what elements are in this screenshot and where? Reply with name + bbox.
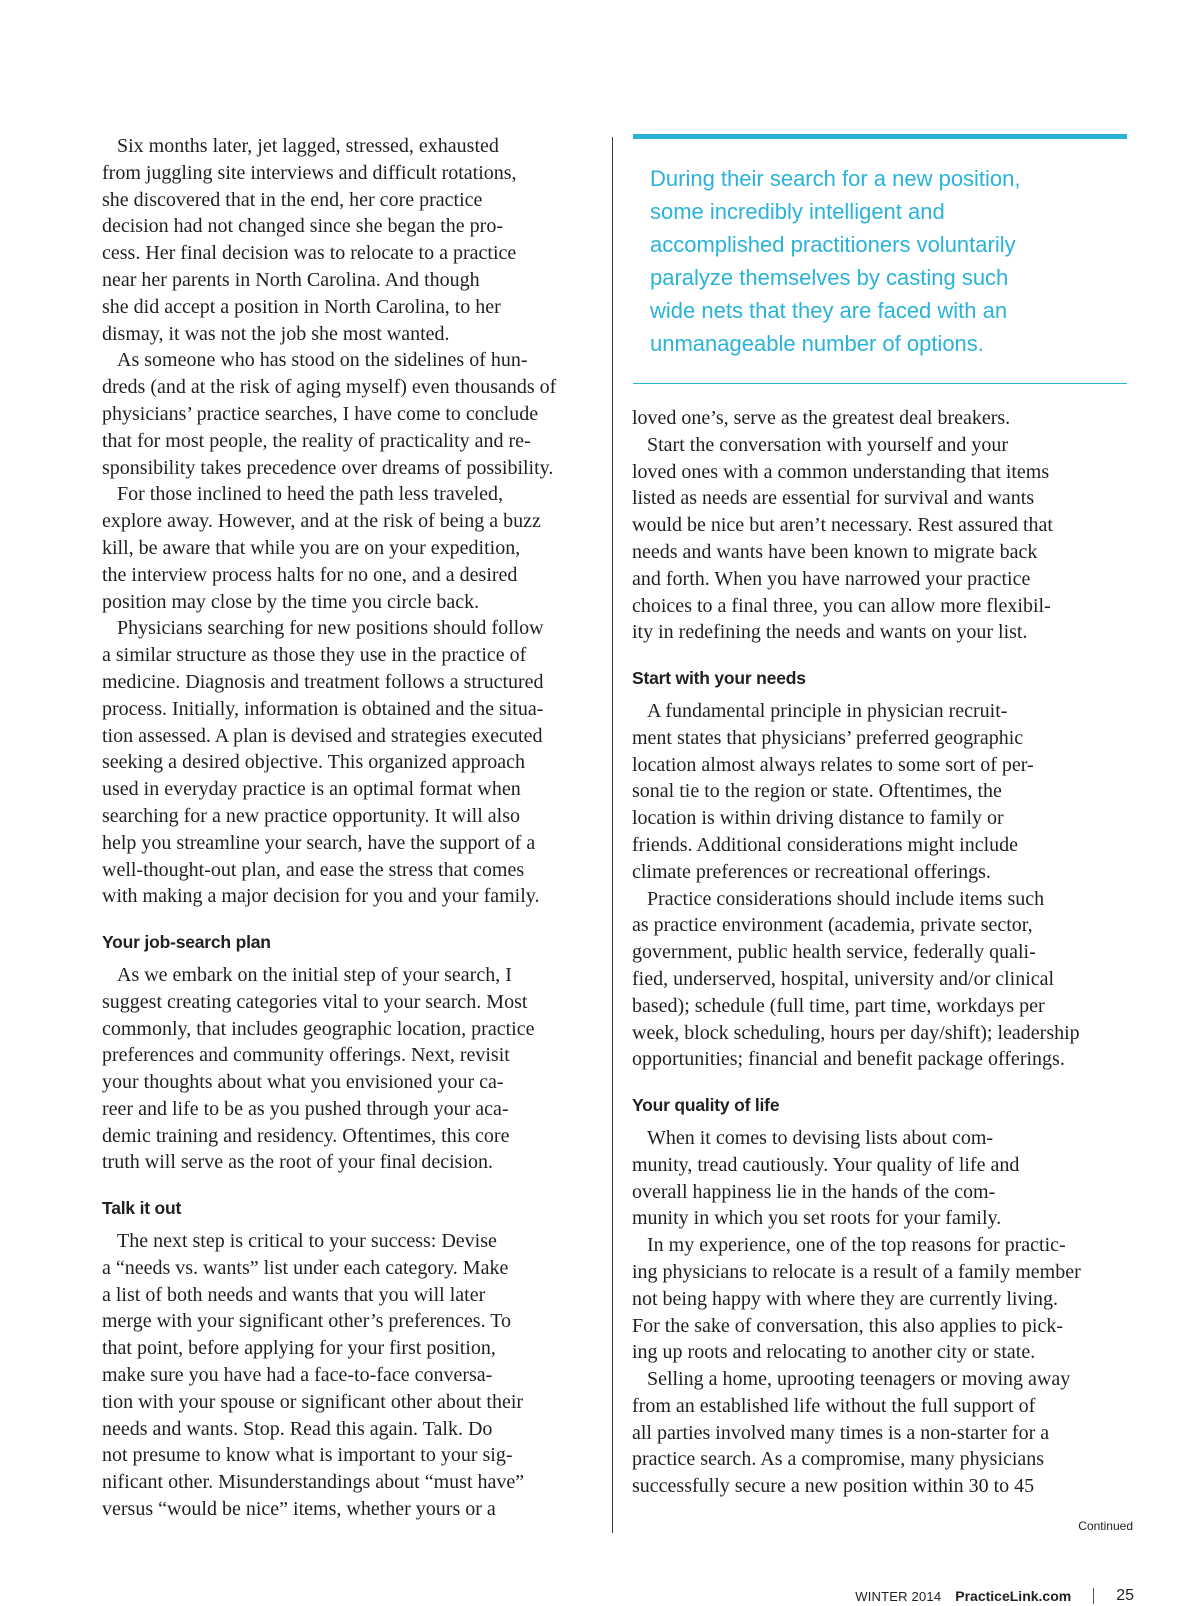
text-line: physicians’ practice searches, I have come to conclude [102,402,539,425]
text-line: location is within driving distance to family or [632,807,1004,830]
text-line: seeking a desired objective. This organized approach [102,751,525,774]
text-line: help you streamline your search, have the support of a [102,831,536,854]
text-line: When it comes to devising lists about com- [647,1126,994,1149]
text-line: munity, tread cautiously. Your quality of life and [632,1153,1020,1176]
section-heading: Talk it out [102,1198,182,1219]
text-line: not presume to know what is important to your sig- [102,1444,513,1467]
text-line: Start the conversation with yourself and your [647,433,1009,456]
text-line: reer and life to be as you pushed through your aca- [102,1097,509,1120]
section-heading: Your quality of life [632,1095,780,1116]
text-line: with making a major decision for you and your family. [102,885,540,908]
text-line: based); schedule (full time, part time, workdays per [632,994,1045,1017]
section-spacer [632,1073,1132,1092]
text-line: Practice considerations should include items such [647,887,1045,910]
section-heading: Start with your needs [632,668,806,689]
text-line: For the sake of conversation, this also applies to pick- [632,1314,1064,1337]
text-line: that for most people, the reality of practicality and re- [102,429,531,452]
pull-quote-line: wide nets that they are faced with an [650,298,1008,323]
left-column [102,133,602,1523]
text-line: that point, before applying for your first position, [102,1337,496,1360]
footer-divider [1093,1588,1094,1604]
text-line: choices to a final three, you can allow more flexibil- [632,594,1051,617]
text-line: from an established life without the full support of [632,1394,1036,1417]
section-heading: Your job-search plan [102,932,271,953]
pull-quote-top-rule [633,134,1127,139]
section-spacer [102,1176,602,1195]
right-column [632,405,1132,1500]
text-line: practice search. As a compromise, many physicians [632,1448,1045,1471]
text-line: needs and wants. Stop. Read this again. Talk. Do [102,1417,493,1440]
pull-quote-line: unmanageable number of options. [650,331,984,356]
text-line: as practice environment (academia, private sector, [632,914,1033,937]
column-divider [612,137,613,1533]
text-line: The next step is critical to your success: Devise [117,1230,497,1253]
text-line: dreds (and at the risk of aging myself) even thousands of [102,376,557,399]
pull-quote-line: paralyze themselves by casting such [650,265,1009,290]
text-line: location almost always relates to some sort of per- [632,753,1034,776]
text-line: tion assessed. A plan is devised and strategies executed [102,724,543,747]
text-line: she discovered that in the end, her core practice [102,188,483,211]
text-line: all parties involved many times is a non-starter for a [632,1421,1050,1444]
text-line: a list of both needs and wants that you will later [102,1283,486,1306]
text-line: a “needs vs. wants” list under each category. Make [102,1256,509,1279]
text-line: ity in redefining the needs and wants on your list. [632,621,1028,644]
text-line: Six months later, jet lagged, stressed, exhausted [117,135,499,157]
text-line: ing up roots and relocating to another city or state. [632,1341,1036,1364]
text-line: would be nice but aren’t necessary. Rest assured that [632,514,1053,537]
text-line: Selling a home, uprooting teenagers or moving away [647,1368,1071,1391]
text-line: searching for a new practice opportunity. It will also [102,804,521,827]
text-line: dismay, it was not the job she most wanted. [102,322,450,345]
text-line: government, public health service, federally quali- [632,941,1036,964]
text-line: near her parents in North Carolina. And though [102,268,480,291]
text-line: fied, underserved, hospital, university and/or clinical [632,967,1055,990]
page-number: 25 [1116,1587,1134,1604]
text-line: nificant other. Misunderstandings about “must have” [102,1471,525,1494]
text-line: from juggling site interviews and difficult rotations, [102,161,517,184]
text-line: listed as needs are essential for survival and wants [632,487,1035,510]
text-line: position may close by the time you circle back. [102,590,480,613]
text-line: explore away. However, and at the risk of being a buzz [102,510,541,533]
continued-label: Continued [1078,1519,1133,1533]
text-line: make sure you have had a face-to-face conversa- [102,1364,493,1387]
text-line: As we embark on the initial step of your search, I [117,963,512,986]
pull-quote [650,162,1120,360]
text-line: sponsibility takes precedence over dreams of possibility. [102,456,554,479]
text-line: ing physicians to relocate is a result of a family member [632,1260,1081,1283]
text-line: the interview process halts for no one, and a desired [102,563,518,586]
text-line: process. Initially, information is obtained and the situa- [102,697,544,720]
text-line: preferences and community offerings. Next, revisit [102,1044,510,1067]
text-line: friends. Additional considerations might include [632,833,1019,856]
text-line: overall happiness lie in the hands of the com- [632,1180,996,1203]
text-line: she did accept a position in North Carolina, to her [102,295,501,318]
text-line: well-thought-out plan, and ease the stress that comes [102,858,525,881]
pull-quote-line: During their search for a new position, [650,166,1021,191]
text-line: demic training and residency. Oftentimes, this core [102,1124,510,1147]
text-line: versus “would be nice” items, whether yours or a [102,1498,496,1521]
text-line: tion with your spouse or significant other about their [102,1390,524,1413]
text-line: suggest creating categories vital to your search. Most [102,990,528,1013]
text-line: loved one’s, serve as the greatest deal breakers. [632,407,1011,429]
text-line: decision had not changed since she began the pro- [102,215,503,238]
text-line: As someone who has stood on the sidelines of hun- [117,349,528,372]
text-line: and forth. When you have narrowed your practice [632,567,1031,590]
text-line: Physicians searching for new positions should follow [117,617,544,640]
text-line: commonly, that includes geographic location, practice [102,1017,535,1040]
pull-quote-bottom-rule [633,383,1127,384]
issue-label: WINTER 2014 [855,1588,942,1604]
text-line: loved ones with a common understanding that items [632,460,1050,483]
text-line: A fundamental principle in physician recruit- [647,699,1008,722]
text-line: used in everyday practice is an optimal format when [102,778,521,801]
page-footer [855,1587,1134,1605]
text-line: successfully secure a new position within 30 to 45 [632,1475,1035,1498]
text-line: climate preferences or recreational offerings. [632,860,991,883]
section-spacer [632,646,1132,665]
text-line: week, block scheduling, hours per day/shift); leadership [632,1021,1080,1044]
text-line: merge with your significant other’s preferences. To [102,1310,512,1333]
text-line: sonal tie to the region or state. Oftentimes, the [632,780,1002,803]
text-line: cess. Her final decision was to relocate to a practice [102,242,517,265]
text-line: not being happy with where they are currently living. [632,1287,1058,1310]
text-line: truth will serve as the root of your final decision. [102,1151,494,1174]
text-line: a similar structure as those they use in the practice of [102,644,527,667]
text-line: needs and wants have been known to migrate back [632,540,1038,563]
pull-quote-line: accomplished practitioners voluntarily [650,232,1016,257]
site-link[interactable]: PracticeLink.com [955,1588,1072,1604]
text-line: munity in which you set roots for your family. [632,1207,1002,1230]
pull-quote-line: some incredibly intelligent and [650,199,945,224]
text-line: your thoughts about what you envisioned your ca- [102,1071,504,1094]
text-line: ment states that physicians’ preferred geographic [632,726,1024,749]
section-spacer [102,910,602,929]
text-line: opportunities; financial and benefit package offerings. [632,1048,1065,1071]
text-line: medicine. Diagnosis and treatment follows a structured [102,670,544,693]
text-line: kill, be aware that while you are on your expedition, [102,536,521,559]
text-line: In my experience, one of the top reasons for practic- [647,1234,1066,1257]
text-line: For those inclined to heed the path less traveled, [117,483,504,506]
